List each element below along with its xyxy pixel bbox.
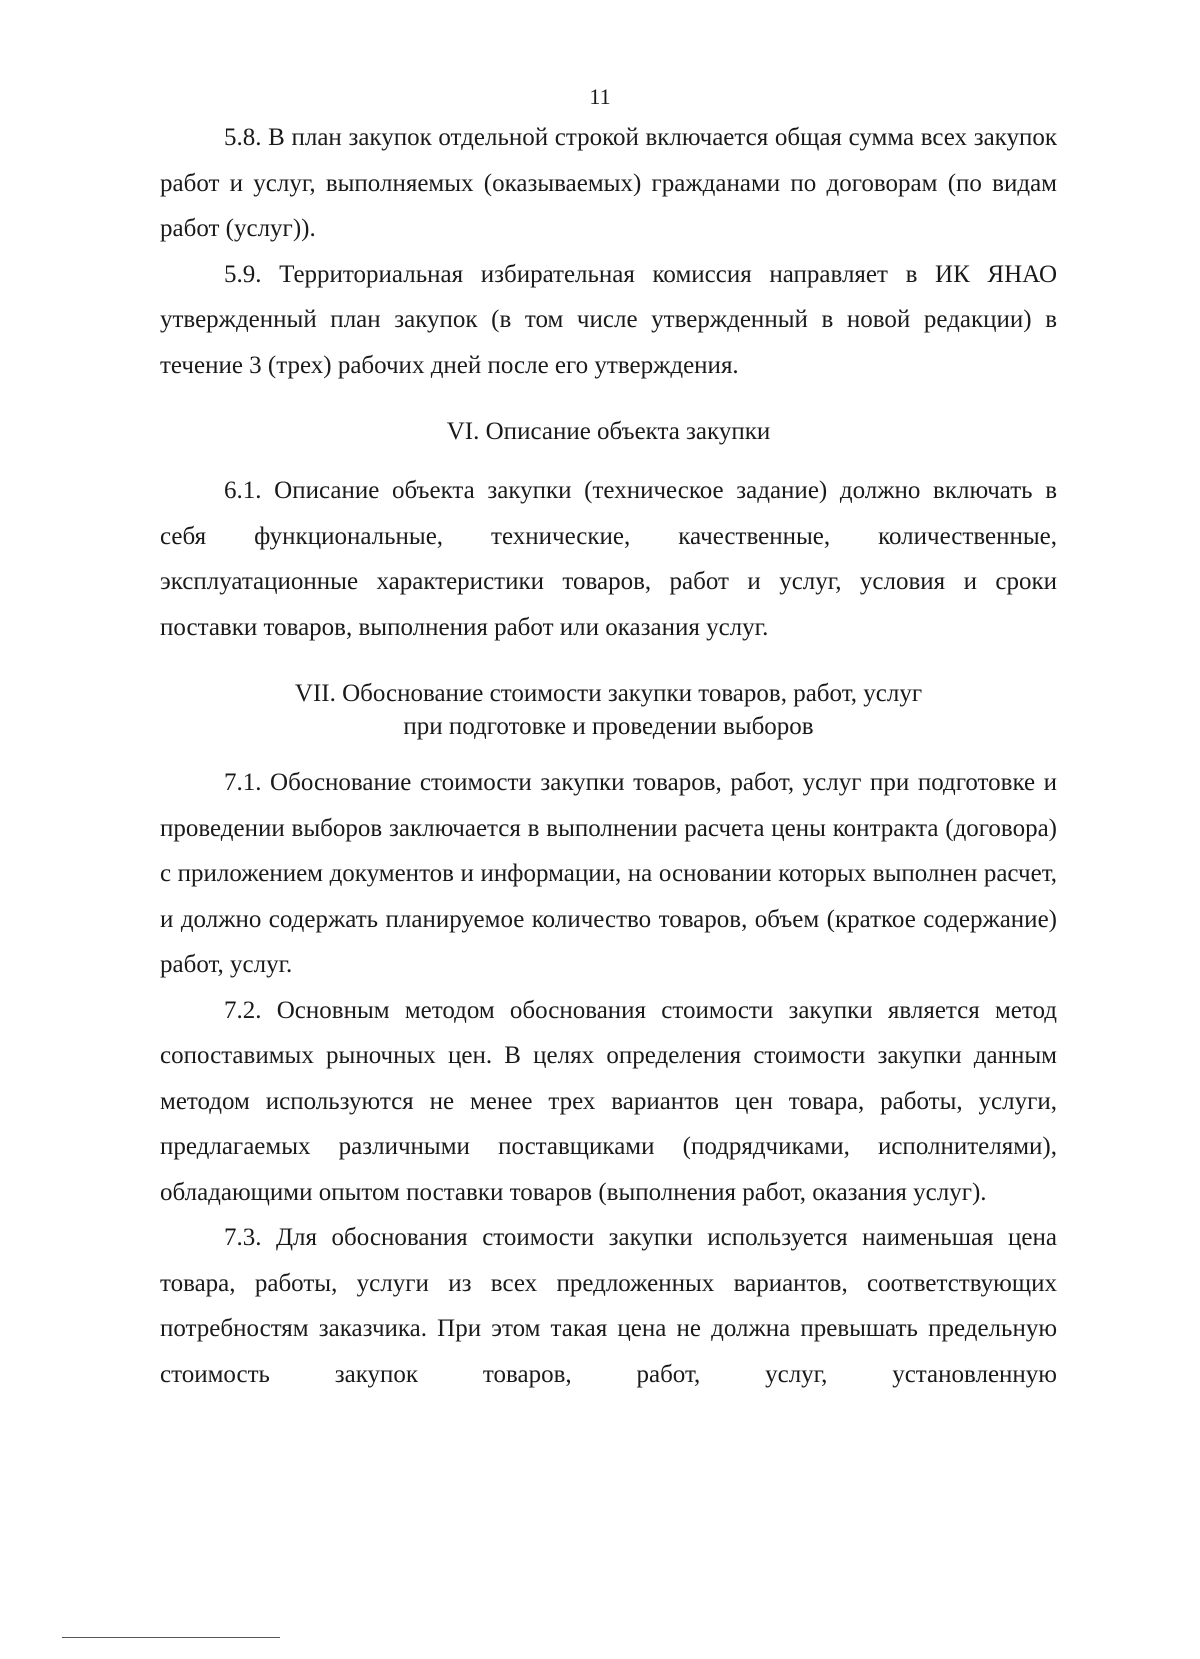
paragraph-5-8: 5.8. В план закупок отдельной строкой включается общая сумма всех закупок работ и услуг, выполняемых (оказываемых) гражданами по договорам (по видам работ (услуг)).: [160, 124, 1057, 242]
paragraph-7-3: 7.3. Для обоснования стоимости закупки используется наименьшая цена товара, работы, услуги из всех предложенных вариантов, соответствующих потребностям заказчика. При этом такая цена не должна превышать предельную стоимость закупок товаров, работ, услуг, установленную: [160, 1224, 1057, 1388]
section-6-heading: [160, 415, 1057, 448]
paragraph-5-9: 5.9. Территориальная избирательная комиссия направляет в ИК ЯНАО утвержденный план закупок (в том числе утвержденный в новой редакции) в течение 3 (трех) рабочих дней после его утверждения.: [160, 260, 1057, 379]
section-7-heading: [160, 677, 1057, 743]
section-5-paragraphs: [160, 115, 1057, 388]
paragraph-6-1: 6.1. Описание объекта закупки (техническое задание) должно включать в себя функциональные, технические, качественные, количественные, эксплуатационные характеристики товаров, работ и услуг, условия и сроки поставки товаров, выполнения работ или оказания услуг.: [160, 477, 1057, 641]
footnote-divider: [62, 1637, 280, 1638]
paragraph-7-2: 7.2. Основным методом обоснования стоимости закупки является метод сопоставимых рыночных цен. В целях определения стоимости закупки данным методом используются не менее трех вариантов цен товара, работы, услуги, предлагаемых различными поставщиками (подрядчиками, исполнителями), обладающими опытом поставки товаров (выполнения работ, оказания услуг).: [160, 996, 1057, 1206]
section-6-heading-text: VI. Описание объекта закупки: [446, 418, 771, 445]
section-7-heading-line-2: при подготовке и проведении выборов: [403, 713, 814, 740]
section-7-heading-line-1: VII. Обоснование стоимости закупки товаров, работ, услуг: [294, 680, 923, 707]
section-6-paragraphs: [160, 468, 1057, 650]
paragraph-7-1: 7.1. Обоснование стоимости закупки товаров, работ, услуг при подготовке и проведении выборов заключается в выполнении расчета цены контракта (договора) с приложением документов и информации, на основании которых выполнен расчет, и должно содержать планируемое количество товаров, объем (краткое содержание) работ, услуг.: [160, 769, 1057, 978]
page-number: 11: [589, 84, 611, 109]
section-7-paragraphs: [160, 760, 1057, 1397]
